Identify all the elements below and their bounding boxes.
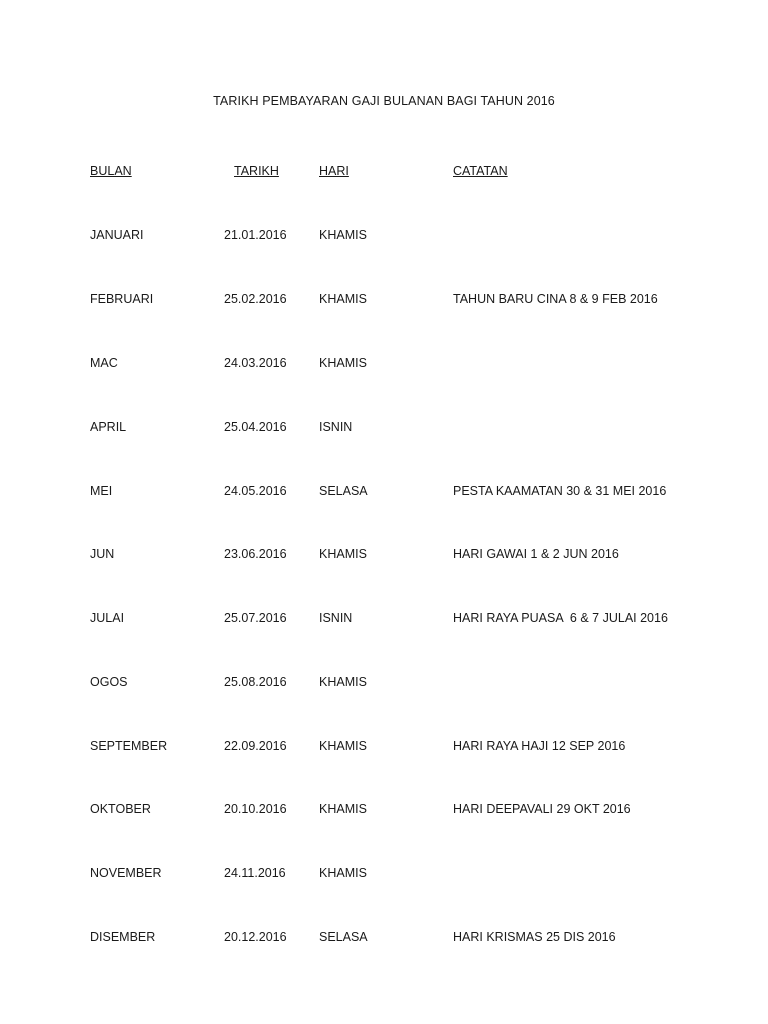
cell-bulan: FEBRUARI <box>90 292 154 306</box>
cell-hari: KHAMIS <box>319 802 367 816</box>
table-row <box>0 547 768 565</box>
table-header-row <box>0 164 768 182</box>
cell-bulan: JANUARI <box>90 228 144 242</box>
table-row <box>0 484 768 502</box>
table-row <box>0 802 768 820</box>
cell-tarikh: 20.12.2016 <box>224 930 287 944</box>
cell-tarikh: 22.09.2016 <box>224 739 287 753</box>
cell-catatan: HARI RAYA HAJI 12 SEP 2016 <box>453 739 626 753</box>
table-row <box>0 866 768 884</box>
cell-tarikh: 24.05.2016 <box>224 484 287 498</box>
table-row <box>0 611 768 629</box>
table-row <box>0 228 768 246</box>
cell-tarikh: 25.07.2016 <box>224 611 287 625</box>
cell-tarikh: 24.11.2016 <box>224 866 286 880</box>
table-row <box>0 420 768 438</box>
cell-hari: ISNIN <box>319 611 353 625</box>
cell-bulan: NOVEMBER <box>90 866 162 880</box>
cell-hari: SELASA <box>319 484 368 498</box>
cell-bulan: SEPTEMBER <box>90 739 168 753</box>
header-hari: HARI <box>319 164 349 178</box>
table-row <box>0 930 768 948</box>
table-row <box>0 356 768 374</box>
cell-hari: SELASA <box>319 930 368 944</box>
cell-catatan: PESTA KAAMATAN 30 & 31 MEI 2016 <box>453 484 667 498</box>
cell-hari: KHAMIS <box>319 292 367 306</box>
cell-catatan: HARI DEEPAVALI 29 OKT 2016 <box>453 802 631 816</box>
cell-hari: KHAMIS <box>319 675 367 689</box>
cell-hari: KHAMIS <box>319 739 367 753</box>
cell-tarikh: 23.06.2016 <box>224 547 287 561</box>
cell-tarikh: 25.02.2016 <box>224 292 287 306</box>
cell-bulan: JUN <box>90 547 115 561</box>
cell-tarikh: 20.10.2016 <box>224 802 287 816</box>
cell-bulan: OGOS <box>90 675 128 689</box>
cell-catatan: HARI KRISMAS 25 DIS 2016 <box>453 930 616 944</box>
cell-catatan: TAHUN BARU CINA 8 & 9 FEB 2016 <box>453 292 658 306</box>
cell-hari: KHAMIS <box>319 866 367 880</box>
cell-bulan: APRIL <box>90 420 127 434</box>
cell-bulan: JULAI <box>90 611 125 625</box>
header-catatan: CATATAN <box>453 164 508 178</box>
cell-tarikh: 24.03.2016 <box>224 356 287 370</box>
cell-catatan: HARI RAYA PUASA 6 & 7 JULAI 2016 <box>453 611 668 625</box>
table-row <box>0 292 768 310</box>
cell-hari: ISNIN <box>319 420 353 434</box>
table-row <box>0 739 768 757</box>
table-row <box>0 675 768 693</box>
cell-bulan: MEI <box>90 484 113 498</box>
cell-hari: KHAMIS <box>319 228 367 242</box>
cell-tarikh: 21.01.2016 <box>224 228 287 242</box>
cell-bulan: MAC <box>90 356 118 370</box>
cell-tarikh: 25.04.2016 <box>224 420 287 434</box>
cell-hari: KHAMIS <box>319 356 367 370</box>
document-title: TARIKH PEMBAYARAN GAJI BULANAN BAGI TAHUN 2016 <box>213 94 555 108</box>
header-tarikh: TARIKH <box>234 164 279 178</box>
cell-hari: KHAMIS <box>319 547 367 561</box>
cell-bulan: OKTOBER <box>90 802 151 816</box>
cell-catatan: HARI GAWAI 1 & 2 JUN 2016 <box>453 547 619 561</box>
cell-bulan: DISEMBER <box>90 930 156 944</box>
cell-tarikh: 25.08.2016 <box>224 675 287 689</box>
header-bulan: BULAN <box>90 164 132 178</box>
